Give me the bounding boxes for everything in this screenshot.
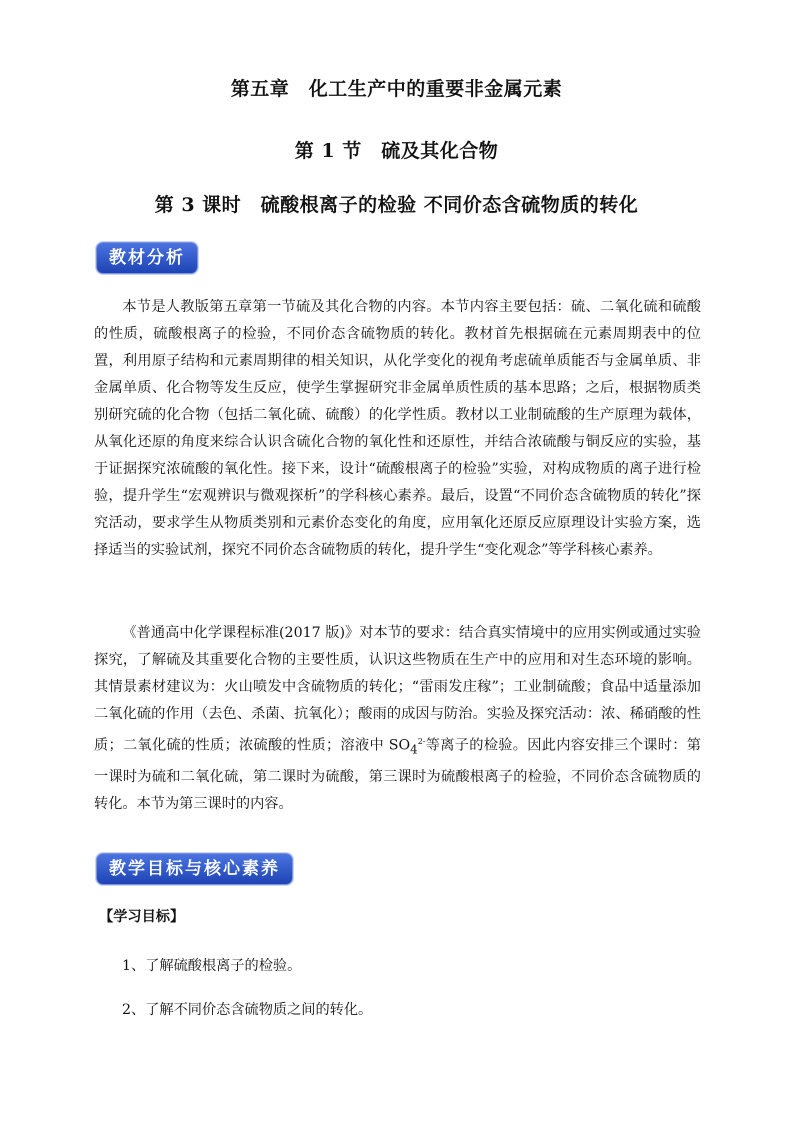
goal-item: 1、了解硫酸根离子的检验。 — [122, 958, 302, 974]
sulfate-subscript: 4 — [410, 742, 418, 757]
standard-paragraph — [94, 620, 701, 818]
standard-text-after: 等离子的检验。因此内容安排三个课时：第一课时为硫和二氧化硫，第二课时为硫酸，第三课时为硫酸根离子的检验，不同价态含硫物质的转化。本节为第三课时的内容。 — [94, 737, 701, 812]
analysis-paragraph: 本节是人教版第五章第一节硫及其化合物的内容。本节内容主要包括：硫、二氧化硫和硫酸的性质，硫酸根离子的检验，不同价态含硫物质的转化。教材首先根据硫在元素周期表中的位置，利用原子结构和元素周期律的相关知识，从化学变化的视角考虑硫单质能否与金属单质、非金属单质、化合物等发生反应，使学生掌握研究非金属单质性质的基本思路；之后，根据物质类别研究硫的化合物（包括二氧化硫、硫酸）的化学性质。教材以工业制硫酸的生产原理为载体，从氧化还原的角度来综合认识含硫化合物的氧化性和还原性，并结合浓硫酸与铜反应的实验，基于证据探究浓硫酸的氧化性。接下来，设计“硫酸根离子的检验”实验，对构成物质的离子进行检验，提升学生“宏观辨识与微观探析”的学科核心素养。最后，设置“不同价态含硫物质的转化”探究活动，要求学生从物质类别和元素价态变化的角度，应用氧化还原反应原理设计实验方案，选择适当的实验试剂，探究不同价态含硫物质的转化，提升学生“变化观念”等学科核心素养。 — [94, 299, 701, 558]
learning-goals-heading: 【学习目标】 — [99, 909, 185, 925]
section-title: 第 1 节 硫及其化合物 — [294, 140, 499, 162]
chapter-title: 第五章 化工生产中的重要非金属元素 — [230, 78, 563, 100]
analysis-badge: 教材分析 — [96, 242, 198, 274]
sulfate-superscript: 2- — [417, 737, 426, 746]
goal-item: 2、了解不同价态含硫物质之间的转化。 — [122, 1002, 373, 1018]
standard-text-before: 《普通高中化学课程标准(2017 版)》对本节的要求：结合真实情境中的应用实例或通过实验探究，了解硫及其重要化合物的主要性质，认识这些物质在生产中的应用和对生态环境的影响。其情景素材建议为：火山喷发中含硫物质的转化；“雷雨发庄稼”；工业制硫酸；食品中适量添加二氧化硫的作用（去色、杀菌、抗氧化）；酸雨的成因与防治。实验及探究活动：浓、稀硝酸的性质；二氧化硫的性质；浓硫酸的性质；溶液中 SO — [94, 625, 701, 754]
goals-badge: 教学目标与核心素养 — [96, 853, 293, 885]
lesson-title: 第 3 课时 硫酸根离子的检验 不同价态含硫物质的转化 — [154, 194, 639, 216]
